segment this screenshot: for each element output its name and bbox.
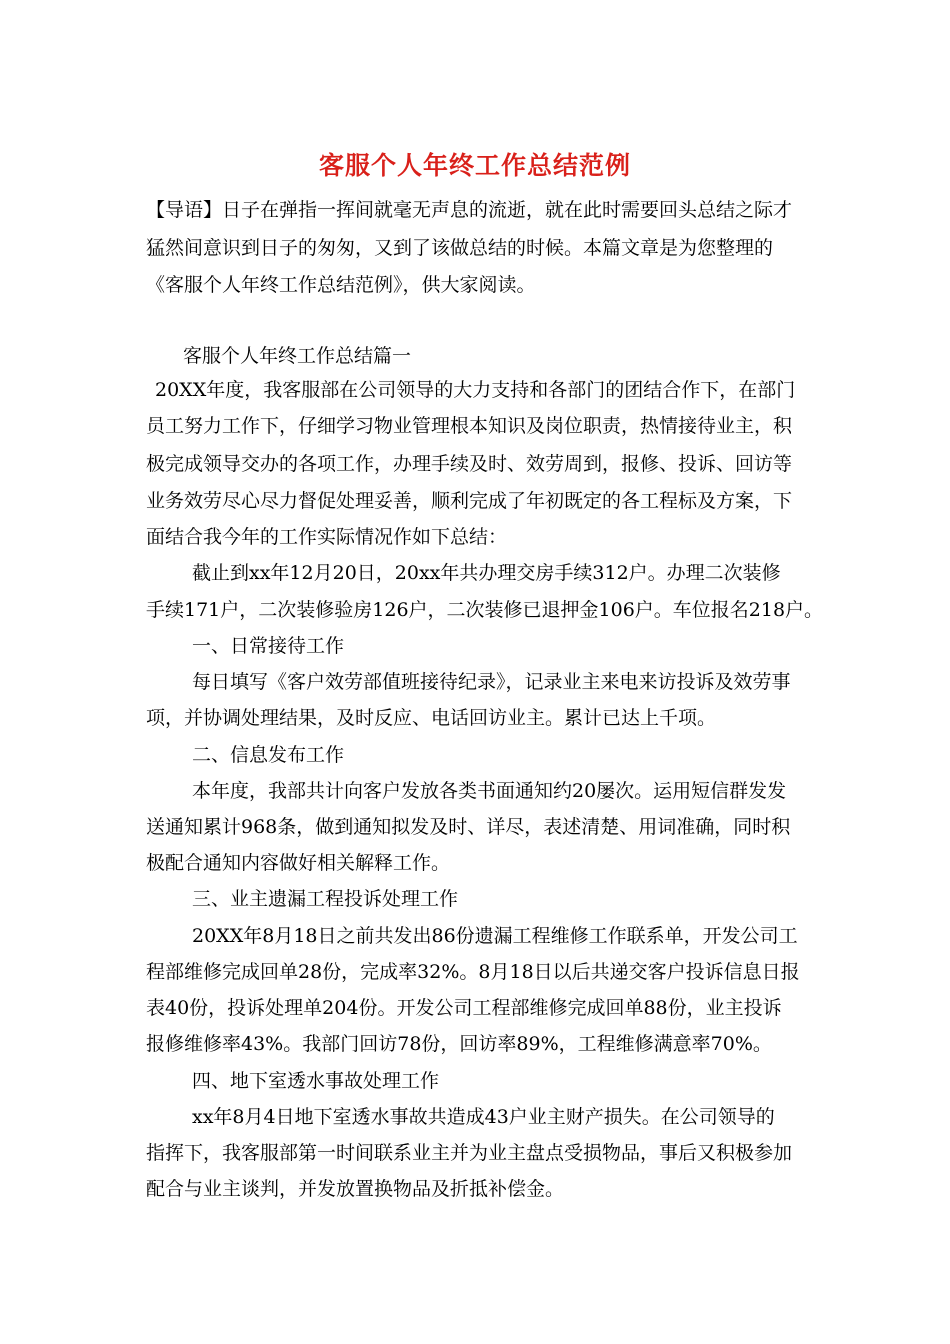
body-line: 极配合通知内容做好相关解释工作。 (146, 852, 451, 874)
body-line: 表40份，投诉处理单204份。开发公司工程部维修完成回单88份，业主投诉 (146, 997, 782, 1019)
body-line: 业务效劳尽心尽力督促处理妥善，顺利完成了年初既定的各工程标及方案，下 (146, 490, 793, 512)
body-line: 手续171户，二次装修验房126户，二次装修已退押金106户。车位报名218户。 (146, 599, 824, 621)
body-line: 配合与业主谈判，并发放置换物品及折抵补偿金。 (146, 1178, 565, 1200)
body-line: 送通知累计968条，做到通知拟发及时、详尽，表述清楚、用词准确，同时积 (146, 816, 791, 838)
body-line: 每日填写《客户效劳部值班接待纪录》，记录业主来电来访投诉及效劳事 (192, 671, 791, 693)
body-line: 本年度，我部共计向客户发放各类书面通知约20屡次。运用短信群发发 (192, 780, 787, 802)
body-line: 程部维修完成回单28份，完成率32%。8月18日以后共递交客户投诉信息日报 (146, 961, 800, 983)
body-line: 项，并协调处理结果，及时反应、电话回访业主。累计已达上千项。 (146, 707, 717, 729)
body-line: 20XX年8月18日之前共发出86份遗漏工程维修工作联系单，开发公司工 (192, 925, 798, 947)
body-line: 员工努力工作下，仔细学习物业管理根本知识及岗位职责，热情接待业主，积 (146, 415, 793, 437)
document-title: 客服个人年终工作总结范例 (318, 151, 631, 180)
subheading: 三、业主遗漏工程投诉处理工作 (192, 888, 459, 910)
body-line: 极完成领导交办的各项工作，办理手续及时、效劳周到，报修、投诉、回访等 (146, 453, 793, 475)
subheading: 一、日常接待工作 (192, 635, 345, 657)
subheading: 二、信息发布工作 (192, 744, 345, 766)
section-heading: 客服个人年终工作总结篇一 (183, 345, 412, 367)
body-line: xx年8月4日地下室透水事故共造成43户业主财产损失。在公司领导的 (192, 1106, 775, 1128)
body-line: 指挥下，我客服部第一时间联系业主并为业主盘点受损物品，事后又积极参加 (146, 1142, 793, 1164)
intro-line: 猛然间意识到日子的匆匆，又到了该做总结的时候。本篇文章是为您整理的 (146, 237, 774, 259)
body-line: 报修维修率43%。我部门回访78份，回访率89%，工程维修满意率70%。 (146, 1033, 772, 1055)
intro-line: 【导语】日子在弹指一挥间就毫无声息的流逝，就在此时需要回头总结之际才 (146, 199, 793, 221)
intro-line: 《客服个人年终工作总结范例》，供大家阅读。 (146, 274, 536, 296)
subheading: 四、地下室透水事故处理工作 (192, 1070, 440, 1092)
body-line: 面结合我今年的工作实际情况作如下总结： (146, 526, 508, 548)
body-line: 截止到xx年12月20日，20xx年共办理交房手续312户。办理二次装修 (192, 562, 781, 584)
body-line: 20XX年度，我客服部在公司领导的大力支持和各部门的团结合作下，在部门 (155, 379, 796, 401)
